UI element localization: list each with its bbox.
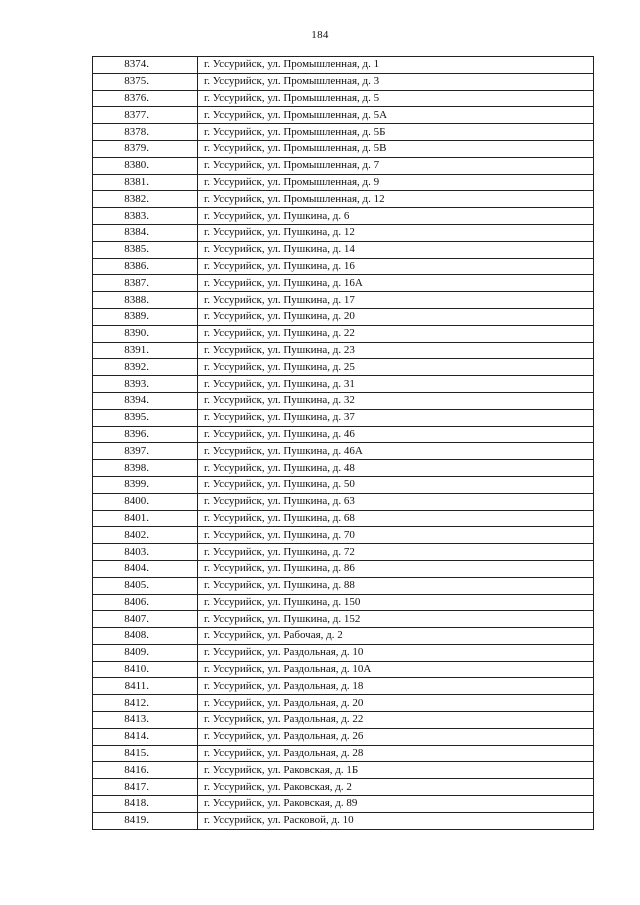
table-row	[93, 409, 594, 426]
row-number: 8382.	[93, 191, 198, 208]
table-row	[93, 493, 594, 510]
row-number: 8379.	[93, 140, 198, 157]
row-address: г. Уссурийск, ул. Пушкина, д. 63	[198, 493, 594, 510]
row-number: 8404.	[93, 560, 198, 577]
row-number: 8407.	[93, 611, 198, 628]
row-number: 8405.	[93, 577, 198, 594]
table-row	[93, 224, 594, 241]
table-row	[93, 661, 594, 678]
table-row	[93, 426, 594, 443]
table-row	[93, 241, 594, 258]
row-address: г. Уссурийск, ул. Расковой, д. 10	[198, 812, 594, 829]
row-number: 8390.	[93, 325, 198, 342]
row-number: 8399.	[93, 476, 198, 493]
row-address: г. Уссурийск, ул. Раковская, д. 1Б	[198, 762, 594, 779]
table-row	[93, 73, 594, 90]
row-address: г. Уссурийск, ул. Раздольная, д. 28	[198, 745, 594, 762]
table-row	[93, 124, 594, 141]
row-number: 8408.	[93, 628, 198, 645]
row-address: г. Уссурийск, ул. Пушкина, д. 16А	[198, 275, 594, 292]
row-number: 8419.	[93, 812, 198, 829]
row-number: 8418.	[93, 796, 198, 813]
row-address: г. Уссурийск, ул. Пушкина, д. 150	[198, 594, 594, 611]
row-number: 8410.	[93, 661, 198, 678]
table-row	[93, 611, 594, 628]
row-number: 8376.	[93, 90, 198, 107]
table-row	[93, 577, 594, 594]
row-number: 8381.	[93, 174, 198, 191]
row-address: г. Уссурийск, ул. Промышленная, д. 1	[198, 57, 594, 74]
table-row	[93, 527, 594, 544]
table-row	[93, 107, 594, 124]
table-row	[93, 392, 594, 409]
row-number: 8375.	[93, 73, 198, 90]
row-number: 8411.	[93, 678, 198, 695]
row-address: г. Уссурийск, ул. Пушкина, д. 17	[198, 292, 594, 309]
row-address: г. Уссурийск, ул. Пушкина, д. 88	[198, 577, 594, 594]
table-row	[93, 745, 594, 762]
row-address: г. Уссурийск, ул. Промышленная, д. 7	[198, 157, 594, 174]
row-number: 8415.	[93, 745, 198, 762]
row-address: г. Уссурийск, ул. Раздольная, д. 10	[198, 644, 594, 661]
table-row	[93, 779, 594, 796]
table-row	[93, 510, 594, 527]
table-row	[93, 359, 594, 376]
row-number: 8406.	[93, 594, 198, 611]
table-row	[93, 292, 594, 309]
row-number: 8401.	[93, 510, 198, 527]
table-row	[93, 376, 594, 393]
row-address: г. Уссурийск, ул. Раковская, д. 2	[198, 779, 594, 796]
row-address: г. Уссурийск, ул. Промышленная, д. 5В	[198, 140, 594, 157]
row-address: г. Уссурийск, ул. Рабочая, д. 2	[198, 628, 594, 645]
row-address: г. Уссурийск, ул. Промышленная, д. 3	[198, 73, 594, 90]
row-address: г. Уссурийск, ул. Пушкина, д. 12	[198, 224, 594, 241]
table-row	[93, 560, 594, 577]
table-row	[93, 695, 594, 712]
table-row	[93, 460, 594, 477]
row-address: г. Уссурийск, ул. Раздольная, д. 26	[198, 728, 594, 745]
row-number: 8412.	[93, 695, 198, 712]
table-row	[93, 644, 594, 661]
table-row	[93, 275, 594, 292]
row-address: г. Уссурийск, ул. Раздольная, д. 18	[198, 678, 594, 695]
row-address: г. Уссурийск, ул. Пушкина, д. 23	[198, 342, 594, 359]
row-address: г. Уссурийск, ул. Промышленная, д. 5А	[198, 107, 594, 124]
row-number: 8386.	[93, 258, 198, 275]
row-address: г. Уссурийск, ул. Промышленная, д. 5Б	[198, 124, 594, 141]
row-address: г. Уссурийск, ул. Пушкина, д. 32	[198, 392, 594, 409]
table-row	[93, 712, 594, 729]
table-row	[93, 476, 594, 493]
row-number: 8398.	[93, 460, 198, 477]
table-row	[93, 762, 594, 779]
row-address: г. Уссурийск, ул. Пушкина, д. 6	[198, 208, 594, 225]
table-row	[93, 90, 594, 107]
page-number: 184	[311, 29, 329, 41]
row-number: 8409.	[93, 644, 198, 661]
row-number: 8380.	[93, 157, 198, 174]
table-row	[93, 628, 594, 645]
row-address: г. Уссурийск, ул. Пушкина, д. 22	[198, 325, 594, 342]
table-row	[93, 191, 594, 208]
row-number: 8385.	[93, 241, 198, 258]
row-address: г. Уссурийск, ул. Пушкина, д. 20	[198, 308, 594, 325]
row-number: 8383.	[93, 208, 198, 225]
row-address: г. Уссурийск, ул. Пушкина, д. 16	[198, 258, 594, 275]
table-row	[93, 796, 594, 813]
table-row	[93, 325, 594, 342]
row-number: 8395.	[93, 409, 198, 426]
row-address: г. Уссурийск, ул. Раздольная, д. 20	[198, 695, 594, 712]
row-address: г. Уссурийск, ул. Пушкина, д. 50	[198, 476, 594, 493]
table-row	[93, 594, 594, 611]
table-row	[93, 342, 594, 359]
table-row	[93, 57, 594, 74]
row-address: г. Уссурийск, ул. Раздольная, д. 10А	[198, 661, 594, 678]
row-number: 8416.	[93, 762, 198, 779]
row-number: 8414.	[93, 728, 198, 745]
row-address: г. Уссурийск, ул. Пушкина, д. 31	[198, 376, 594, 393]
table-row	[93, 678, 594, 695]
address-table	[92, 56, 594, 830]
table-row	[93, 443, 594, 460]
row-address: г. Уссурийск, ул. Пушкина, д. 152	[198, 611, 594, 628]
row-number: 8400.	[93, 493, 198, 510]
row-number: 8397.	[93, 443, 198, 460]
row-number: 8384.	[93, 224, 198, 241]
row-address: г. Уссурийск, ул. Пушкина, д. 46	[198, 426, 594, 443]
table-row	[93, 728, 594, 745]
table-row	[93, 140, 594, 157]
table-row	[93, 308, 594, 325]
row-address: г. Уссурийск, ул. Пушкина, д. 25	[198, 359, 594, 376]
address-table-body	[93, 57, 594, 830]
row-number: 8394.	[93, 392, 198, 409]
row-address: г. Уссурийск, ул. Пушкина, д. 86	[198, 560, 594, 577]
row-number: 8374.	[93, 57, 198, 74]
row-address: г. Уссурийск, ул. Раздольная, д. 22	[198, 712, 594, 729]
table-row	[93, 812, 594, 829]
row-address: г. Уссурийск, ул. Пушкина, д. 48	[198, 460, 594, 477]
row-address: г. Уссурийск, ул. Пушкина, д. 37	[198, 409, 594, 426]
row-number: 8387.	[93, 275, 198, 292]
row-number: 8391.	[93, 342, 198, 359]
row-number: 8388.	[93, 292, 198, 309]
row-address: г. Уссурийск, ул. Пушкина, д. 68	[198, 510, 594, 527]
row-number: 8392.	[93, 359, 198, 376]
row-number: 8402.	[93, 527, 198, 544]
table-row	[93, 174, 594, 191]
table-row	[93, 208, 594, 225]
row-address: г. Уссурийск, ул. Промышленная, д. 12	[198, 191, 594, 208]
row-address: г. Уссурийск, ул. Пушкина, д. 72	[198, 544, 594, 561]
table-row	[93, 157, 594, 174]
row-address: г. Уссурийск, ул. Промышленная, д. 9	[198, 174, 594, 191]
row-address: г. Уссурийск, ул. Пушкина, д. 70	[198, 527, 594, 544]
row-number: 8393.	[93, 376, 198, 393]
table-row	[93, 544, 594, 561]
row-number: 8389.	[93, 308, 198, 325]
row-number: 8413.	[93, 712, 198, 729]
row-address: г. Уссурийск, ул. Пушкина, д. 46А	[198, 443, 594, 460]
row-address: г. Уссурийск, ул. Раковская, д. 89	[198, 796, 594, 813]
row-number: 8377.	[93, 107, 198, 124]
row-address: г. Уссурийск, ул. Пушкина, д. 14	[198, 241, 594, 258]
row-address: г. Уссурийск, ул. Промышленная, д. 5	[198, 90, 594, 107]
row-number: 8396.	[93, 426, 198, 443]
row-number: 8403.	[93, 544, 198, 561]
row-number: 8417.	[93, 779, 198, 796]
table-row	[93, 258, 594, 275]
row-number: 8378.	[93, 124, 198, 141]
